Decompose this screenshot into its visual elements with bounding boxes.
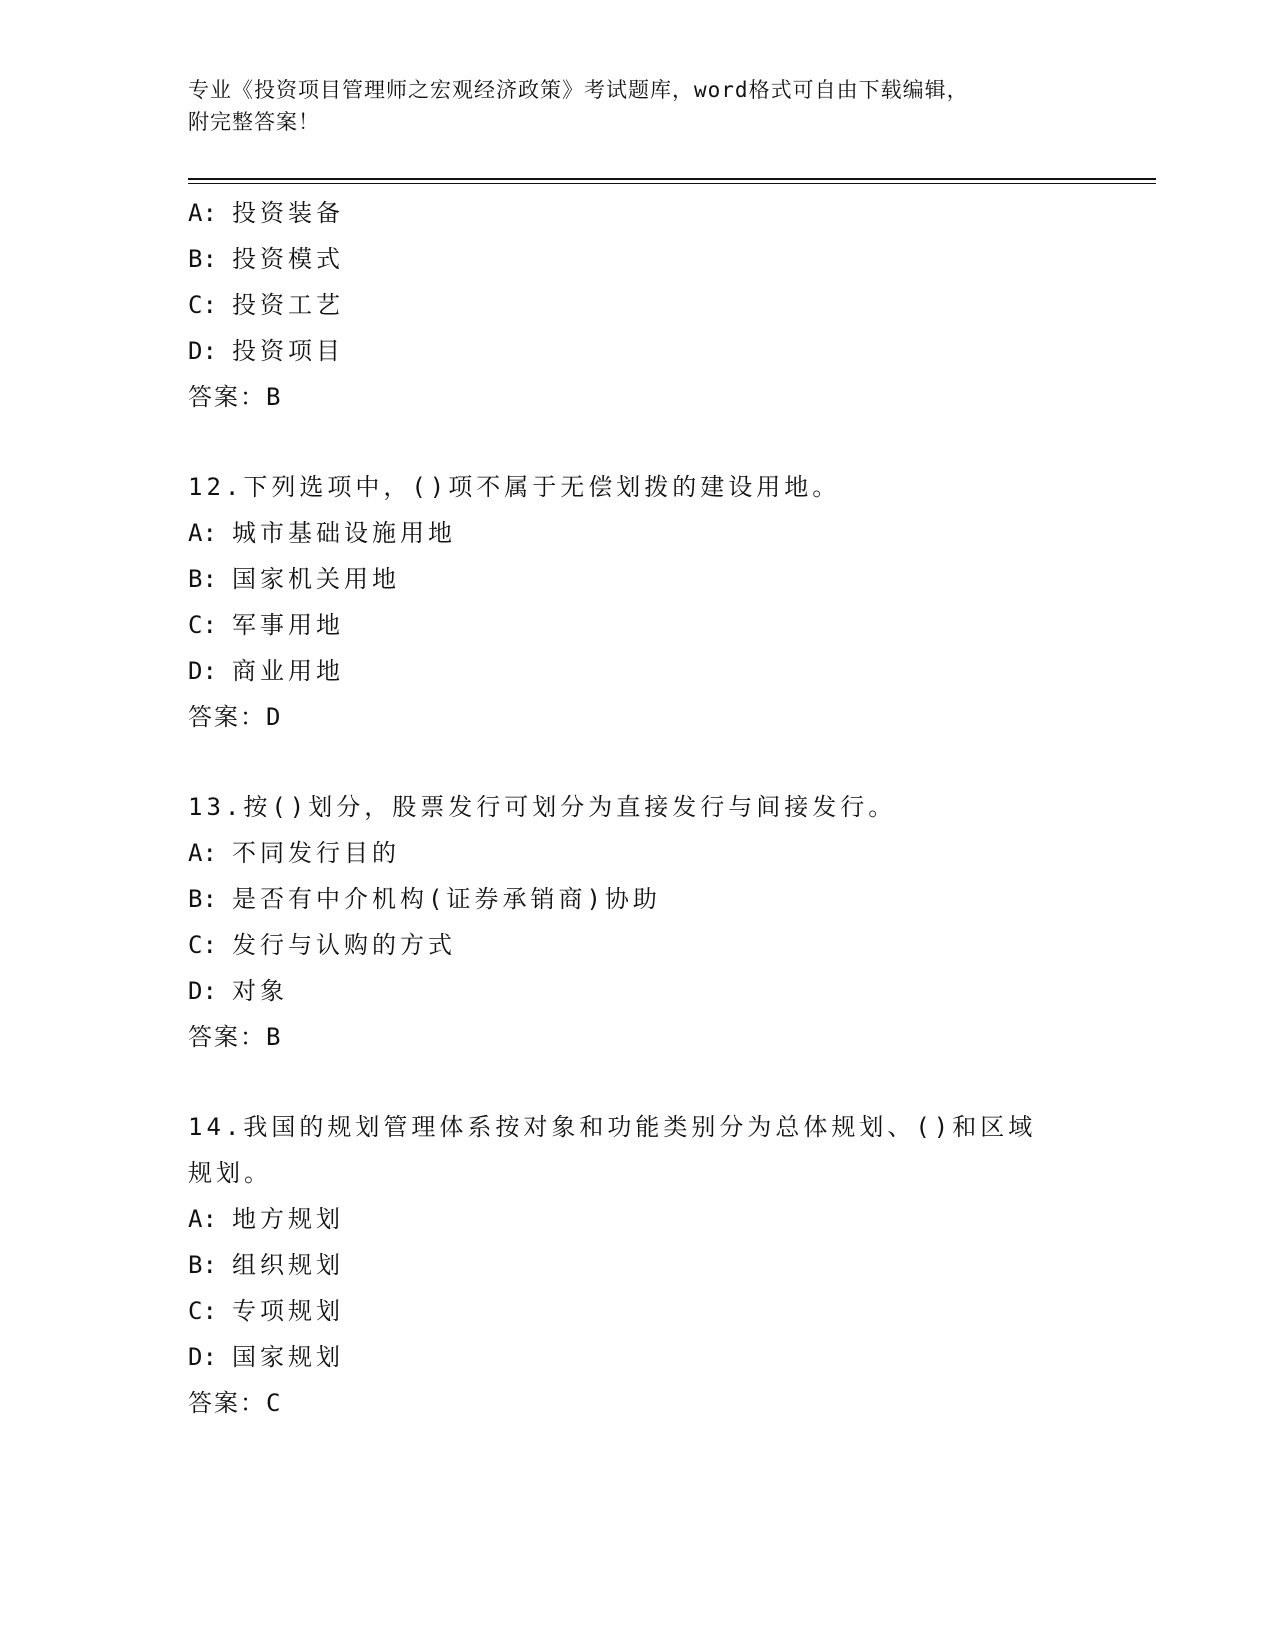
question-list [188,190,1108,1426]
option-c: C: 发行与认购的方式 [188,931,456,959]
option-b: B: 国家机关用地 [188,565,400,593]
option-c: C: 专项规划 [188,1297,344,1325]
question-stem: 12.下列选项中，()项不属于无偿划拨的建设用地。 [188,473,841,501]
option-d: D: 对象 [188,977,288,1005]
header-line-1: 专业《投资项目管理师之宏观经济政策》考试题库，word格式可自由下载编辑， [188,78,969,102]
header-divider-thick [188,178,1156,180]
header-line-2: 附完整答案！ [188,110,320,134]
option-a: A: 不同发行目的 [188,839,400,867]
option-a: A: 投资装备 [188,199,344,227]
header-divider-thin [188,183,1156,184]
question-block-13 [188,784,1108,1060]
question-block-12 [188,464,1108,740]
question-stem: 14.我国的规划管理体系按对象和功能类别分为总体规划、()和区域规划。 [188,1113,1037,1187]
option-d: D: 国家规划 [188,1343,344,1371]
question-stem: 13.按()划分，股票发行可划分为直接发行与间接发行。 [188,793,897,821]
option-c: C: 投资工艺 [188,291,344,319]
question-block-14 [188,1104,1108,1426]
option-a: A: 城市基础设施用地 [188,519,456,547]
answer-line: 答案：D [188,703,283,731]
option-b: B: 投资模式 [188,245,344,273]
document-header [188,74,1088,138]
answer-line: 答案：B [188,383,283,411]
question-block-11 [188,190,1108,420]
option-a: A: 地方规划 [188,1205,344,1233]
answer-line: 答案：B [188,1023,283,1051]
option-d: D: 商业用地 [188,657,344,685]
option-b: B: 组织规划 [188,1251,344,1279]
option-b: B: 是否有中介机构(证券承销商)协助 [188,885,661,913]
option-c: C: 军事用地 [188,611,344,639]
option-d: D: 投资项目 [188,337,344,365]
answer-line: 答案：C [188,1389,283,1417]
